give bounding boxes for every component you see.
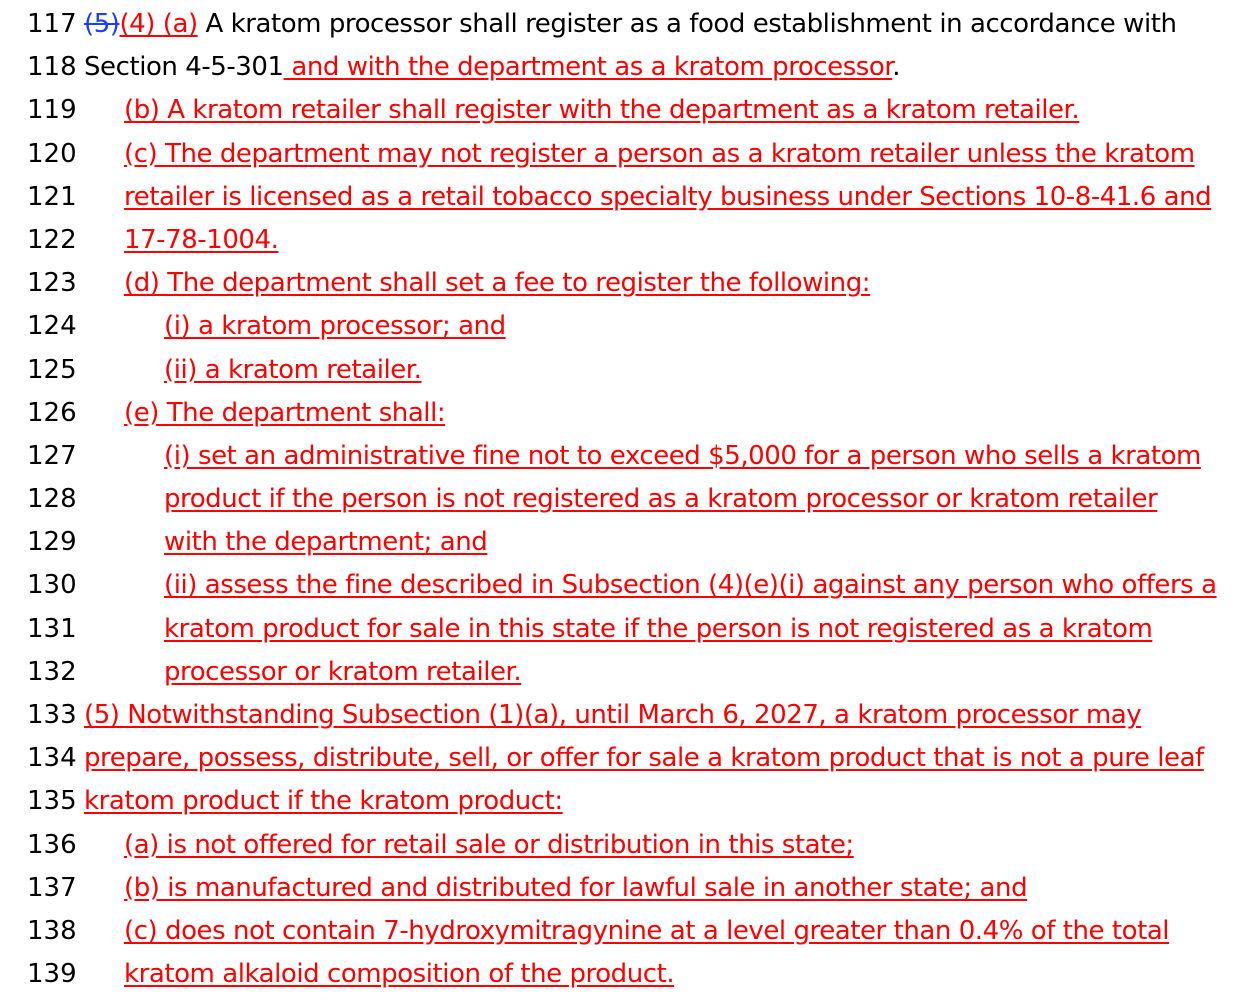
text-line	[0, 780, 1260, 823]
inserted-text: and with the department as a kratom processor	[283, 52, 893, 83]
inserted-text: 17-78-1004.	[124, 224, 279, 255]
line-content	[164, 521, 487, 564]
line-content	[124, 176, 1211, 219]
line-content	[84, 780, 563, 823]
line-number: 122	[27, 224, 77, 255]
line-number: 137	[27, 872, 77, 903]
text-line	[0, 953, 1260, 996]
line-content	[124, 219, 278, 262]
line-number: 117	[27, 9, 77, 39]
line-number: 133	[27, 700, 77, 730]
line-number: 118	[27, 52, 77, 83]
inserted-text: processor or kratom retailer.	[164, 656, 522, 687]
line-number: 125	[27, 354, 77, 385]
line-content	[124, 392, 445, 435]
line-content	[124, 824, 854, 867]
text-segment: .	[892, 52, 901, 83]
text-line	[0, 392, 1260, 435]
text-line	[0, 89, 1260, 132]
line-number: 139	[27, 959, 77, 990]
inserted-text: (b) is manufactured and distributed for lawful sale in another state; and	[124, 872, 1028, 903]
text-line	[0, 651, 1260, 694]
line-number: 124	[27, 311, 77, 342]
line-content	[124, 133, 1195, 176]
line-content	[124, 867, 1027, 910]
inserted-text: (ii) a kratom retailer.	[164, 354, 422, 385]
inserted-text: prepare, possess, distribute, sell, or offer for sale a kratom product that is not a pure leaf	[84, 743, 1204, 774]
struck-text: (5)	[84, 9, 120, 39]
inserted-text: (e) The department shall:	[124, 397, 446, 428]
inserted-text: retailer is licensed as a retail tobacco specialty business under Sections 10-8-41.6 and	[124, 181, 1212, 212]
text-line	[0, 349, 1260, 392]
line-content	[84, 737, 1204, 780]
text-line	[0, 176, 1260, 219]
inserted-text: (i) set an administrative fine not to exceed $5,000 for a person who sells a kratom	[164, 440, 1201, 471]
inserted-text: (5) Notwithstanding Subsection (1)(a), until March 6, 2027, a kratom processor may	[84, 700, 1142, 730]
line-content	[164, 651, 521, 694]
inserted-text: (4)	[119, 9, 155, 39]
inserted-text: (c) does not contain 7-hydroxymitragynine at a level greater than 0.4% of the total	[124, 915, 1170, 946]
text-line	[0, 305, 1260, 348]
inserted-text: kratom product if the kratom product:	[84, 786, 563, 817]
line-content	[164, 349, 421, 392]
text-line	[0, 3, 1260, 46]
line-number: 134	[27, 743, 77, 774]
line-content	[124, 262, 870, 305]
inserted-text: product if the person is not registered as a kratom processor or kratom retailer	[164, 484, 1158, 515]
inserted-text	[155, 9, 163, 39]
inserted-text: kratom product for sale in this state if the person is not registered as a kratom	[164, 613, 1153, 644]
text-line	[0, 262, 1260, 305]
line-number: 135	[27, 786, 77, 817]
line-content	[84, 694, 1141, 737]
text-line	[0, 867, 1260, 910]
inserted-text: (b) A kratom retailer shall register with the department as a kratom retailer.	[124, 95, 1080, 126]
line-number: 131	[27, 613, 77, 644]
text-line	[0, 46, 1260, 89]
line-number: 138	[27, 915, 77, 946]
line-content	[84, 3, 1177, 46]
text-line	[0, 133, 1260, 176]
text-line	[0, 219, 1260, 262]
text-line	[0, 910, 1260, 953]
line-content	[164, 435, 1201, 478]
text-segment: Section 4-5-301	[84, 52, 284, 83]
text-line	[0, 608, 1260, 651]
line-content	[164, 478, 1157, 521]
line-number: 121	[27, 181, 77, 212]
inserted-text: (d) The department shall set a fee to register the following:	[124, 268, 871, 299]
line-number: 129	[27, 527, 77, 558]
line-number: 132	[27, 656, 77, 687]
inserted-text: (a) is not offered for retail sale or distribution in this state;	[124, 829, 854, 860]
line-content	[164, 608, 1152, 651]
inserted-text: (c) The department may not register a person as a kratom retailer unless the kratom	[124, 138, 1195, 169]
line-content	[124, 89, 1079, 132]
text-line	[0, 694, 1260, 737]
line-content	[124, 910, 1169, 953]
text-segment: A kratom processor shall register as a food establishment in accordance with	[197, 9, 1177, 39]
line-number: 123	[27, 268, 77, 299]
inserted-text: (ii) assess the fine described in Subsection (4)(e)(i) against any person who offers a	[164, 570, 1217, 601]
text-line	[0, 478, 1260, 521]
line-number: 127	[27, 440, 77, 471]
line-content	[124, 953, 674, 996]
line-content	[164, 564, 1217, 607]
text-line	[0, 737, 1260, 780]
line-content	[164, 305, 506, 348]
line-number: 119	[27, 95, 77, 126]
inserted-text: (i) a kratom processor; and	[164, 311, 506, 342]
text-line	[0, 824, 1260, 867]
text-line	[0, 564, 1260, 607]
line-number: 126	[27, 397, 77, 428]
line-number: 130	[27, 570, 77, 601]
inserted-text: kratom alkaloid composition of the product.	[124, 959, 675, 990]
line-number: 128	[27, 484, 77, 515]
inserted-text: (a)	[162, 9, 198, 39]
line-content	[84, 46, 900, 89]
text-line	[0, 435, 1260, 478]
line-number: 120	[27, 138, 77, 169]
text-line	[0, 521, 1260, 564]
inserted-text: with the department; and	[164, 527, 488, 558]
line-number: 136	[27, 829, 77, 860]
